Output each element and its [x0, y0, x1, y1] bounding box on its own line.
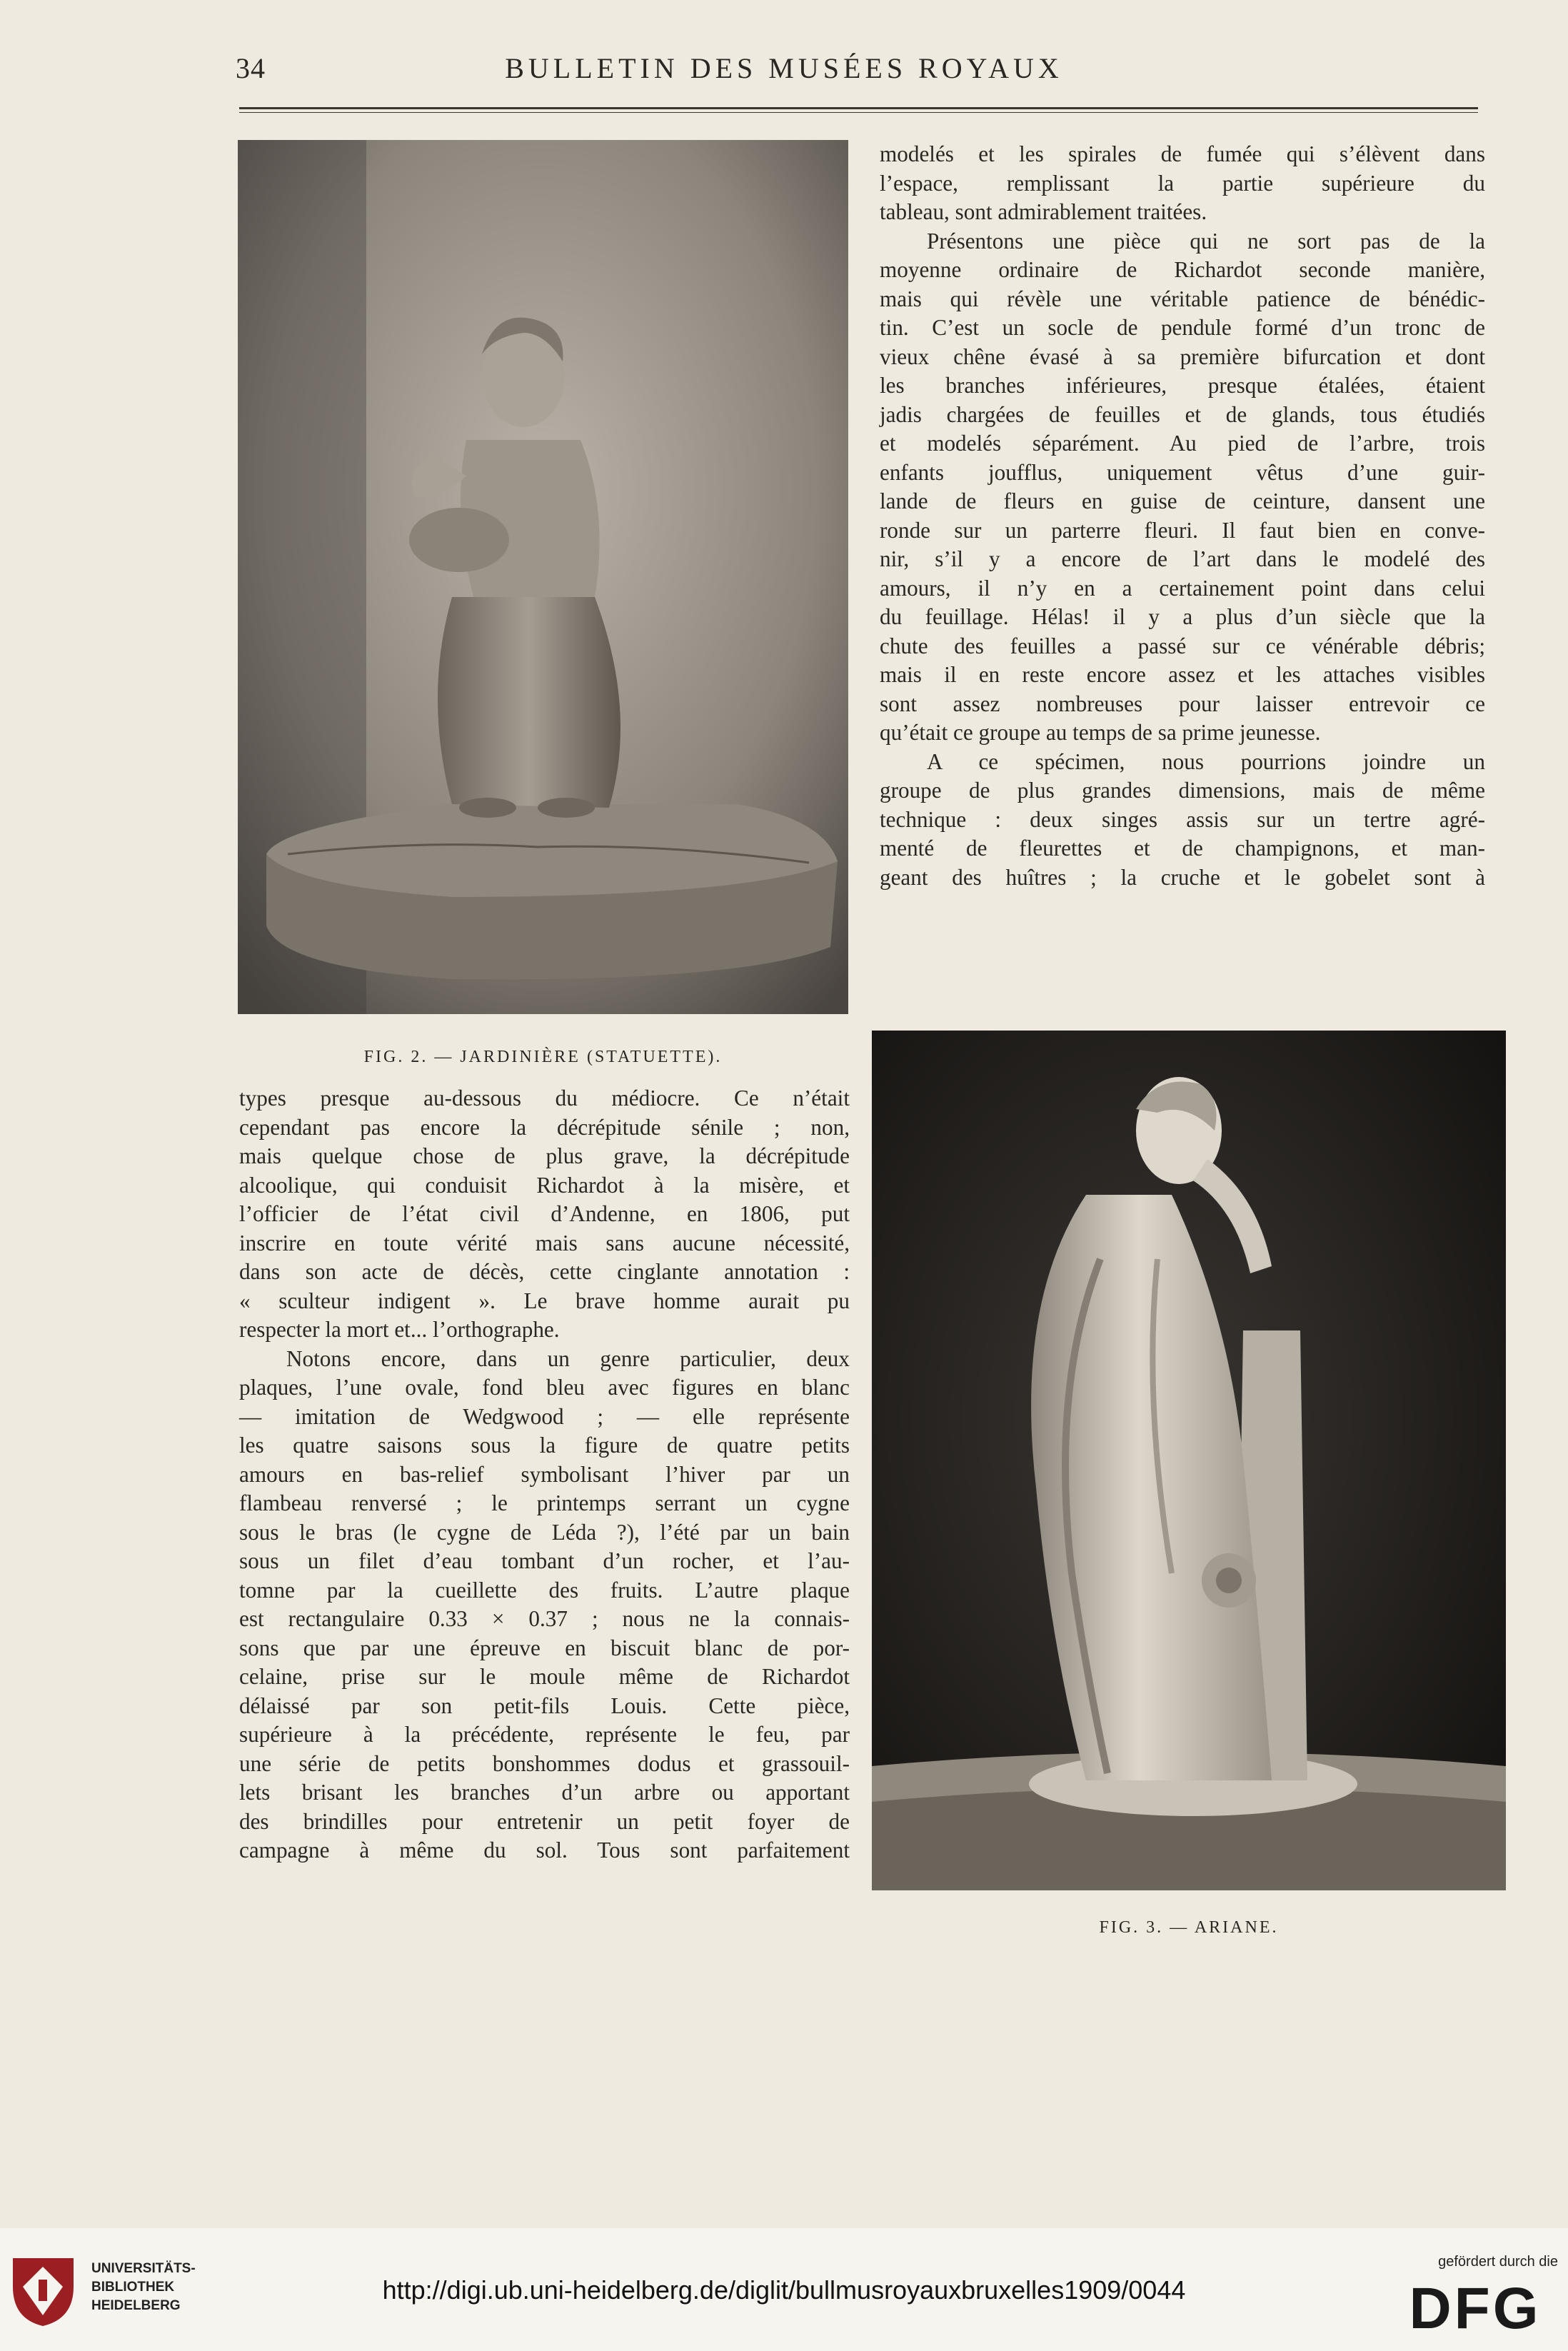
text-line: respecter la mort et... l’orthographe.	[239, 1317, 560, 1342]
figure-3-caption: FIG. 3. — ARIANE.	[1099, 1918, 1279, 1937]
text-line: amours, il n’y en a certainement point dans celui	[880, 575, 1485, 601]
text-line: l’espace, remplissant la partie supérieure du	[880, 170, 1485, 196]
text-line: moyenne ordinaire de Richardot seconde manière,	[880, 257, 1485, 282]
text-line: nir, s’il y a encore de l’art dans le modelé des	[880, 546, 1485, 571]
source-url-link[interactable]: http://digi.ub.uni-heidelberg.de/diglit/bullmusroyauxbruxelles1909/0044	[382, 2275, 1186, 2305]
text-line: technique : deux singes assis sur un tertre agré-	[880, 806, 1485, 832]
text-line: est rectangulaire 0.33 × 0.37 ; nous ne la connais-	[239, 1606, 850, 1631]
text-line: geant des huîtres ; la cruche et le gobelet sont à	[880, 864, 1485, 890]
figure-3-ariane-photo	[872, 1031, 1506, 1890]
svg-text:DFG: DFG	[1409, 2276, 1542, 2340]
text-line: types presque au-dessous du médiocre. Ce n’était	[239, 1086, 850, 1111]
text-line: vieux chêne évasé à sa première bifurcation et dont	[880, 344, 1485, 369]
text-line: plaques, l’une ovale, fond bleu avec figures en blanc	[239, 1375, 850, 1400]
library-name-line: UNIVERSITÄTS-	[91, 2261, 196, 2276]
library-name-line: HEIDELBERG	[91, 2298, 181, 2313]
text-line: mais il en reste encore assez et les attaches visibles	[880, 662, 1485, 687]
text-line: une série de petits bonshommes dodus et grassouil-	[239, 1750, 850, 1776]
text-line: dans son acte de décès, cette cinglante annotation :	[239, 1259, 850, 1284]
text-line: — imitation de Wedgwood ; — elle représente	[239, 1403, 850, 1429]
library-name-line: BIBLIOTHEK	[91, 2280, 175, 2295]
text-line: modelés et les spirales de fumée qui s’élèvent dans	[880, 141, 1485, 166]
text-line: « sculteur indigent ». Le brave homme aurait pu	[239, 1288, 850, 1313]
text-line: sons que par une épreuve en biscuit blanc de por-	[239, 1635, 850, 1660]
text-line: l’officier de l’état civil d’Andenne, en 1806, put	[239, 1201, 850, 1226]
text-line: des brindilles pour entretenir un petit foyer de	[239, 1808, 850, 1834]
figure-2-caption: FIG. 2. — JARDINIÈRE (STATUETTE).	[363, 1048, 723, 1066]
text-line: tableau, sont admirablement traitées.	[880, 199, 1207, 224]
text-line: les quatre saisons sous la figure de quatre petits	[239, 1433, 850, 1458]
figure-2-statuette-photo	[238, 140, 848, 1014]
text-line: sous un filet d’eau tombant d’un rocher, et l’au-	[239, 1548, 850, 1573]
text-line: celaine, prise sur le moule même de Richardot	[239, 1664, 850, 1689]
text-line: sous le bras (le cygne de Léda ?), l’été par un bain	[239, 1519, 850, 1545]
text-line: mais qui révèle une véritable patience de bénédic-	[880, 286, 1485, 311]
text-line: A ce spécimen, nous pourrions joindre un	[927, 748, 1485, 774]
footer-bar	[0, 2228, 1568, 2351]
text-line: lande de fleurs en guise de ceinture, dansent une	[880, 488, 1485, 513]
text-line: lets brisant les branches d’un arbre ou apportant	[239, 1780, 850, 1805]
text-line: les branches inférieures, presque étalées, étaient	[880, 373, 1485, 398]
text-line: mais quelque chose de plus grave, la décrépitude	[239, 1143, 850, 1168]
right-text-column	[880, 140, 1485, 892]
text-line: supérieure à la précédente, représente le feu, par	[239, 1722, 850, 1747]
funding-note: gefördert durch die	[1438, 2254, 1558, 2270]
text-line: chute des feuilles a passé sur ce vénérable débris;	[880, 633, 1485, 658]
running-head: BULLETIN DES MUSÉES ROYAUX	[505, 52, 1063, 84]
text-line: tomne par la cueillette des fruits. L’autre plaque	[239, 1577, 850, 1603]
text-line: jadis chargées de feuilles et de glands, tous étudiés	[880, 401, 1485, 427]
text-line: Notons encore, dans un genre particulier, deux	[286, 1345, 850, 1371]
text-line: amours en bas-relief symbolisant l’hiver par un	[239, 1461, 850, 1487]
page-number: 34	[236, 52, 266, 84]
text-line: Présentons une pièce qui ne sort pas de la	[927, 228, 1485, 254]
text-line: alcoolique, qui conduisit Richardot à la misère, et	[239, 1172, 850, 1198]
text-line: ronde sur un parterre fleuri. Il faut bien en conve-	[880, 517, 1485, 543]
left-text-column	[239, 1084, 850, 1865]
text-line: cependant pas encore la décrépitude sénile ; non,	[239, 1114, 850, 1140]
text-line: sont assez nombreuses pour laisser entrevoir ce	[880, 691, 1485, 716]
text-line: tin. C’est un socle de pendule formé d’un tronc de	[880, 315, 1485, 340]
text-line: groupe de plus grandes dimensions, mais de même	[880, 778, 1485, 803]
text-line: flambeau renversé ; le printemps serrant un cygne	[239, 1490, 850, 1515]
text-line: inscrire en toute vérité mais sans aucune nécessité,	[239, 1230, 850, 1255]
text-line: menté de fleurettes et de champignons, et man-	[880, 836, 1485, 861]
header-rule	[239, 107, 1478, 113]
dfg-logo-icon	[1392, 2275, 1558, 2340]
text-line: campagne à même du sol. Tous sont parfaitement	[239, 1838, 850, 1863]
text-line: délaissé par son petit-fils Louis. Cette pièce,	[239, 1693, 850, 1718]
text-line: du feuillage. Hélas! il y a plus d’un siècle que la	[880, 604, 1485, 629]
text-line: et modelés séparément. Au pied de l’arbre, trois	[880, 431, 1485, 456]
text-line: enfants joufflus, uniquement vêtus d’une guir-	[880, 459, 1485, 485]
text-line: qu’était ce groupe au temps de sa prime jeunesse.	[880, 720, 1321, 745]
